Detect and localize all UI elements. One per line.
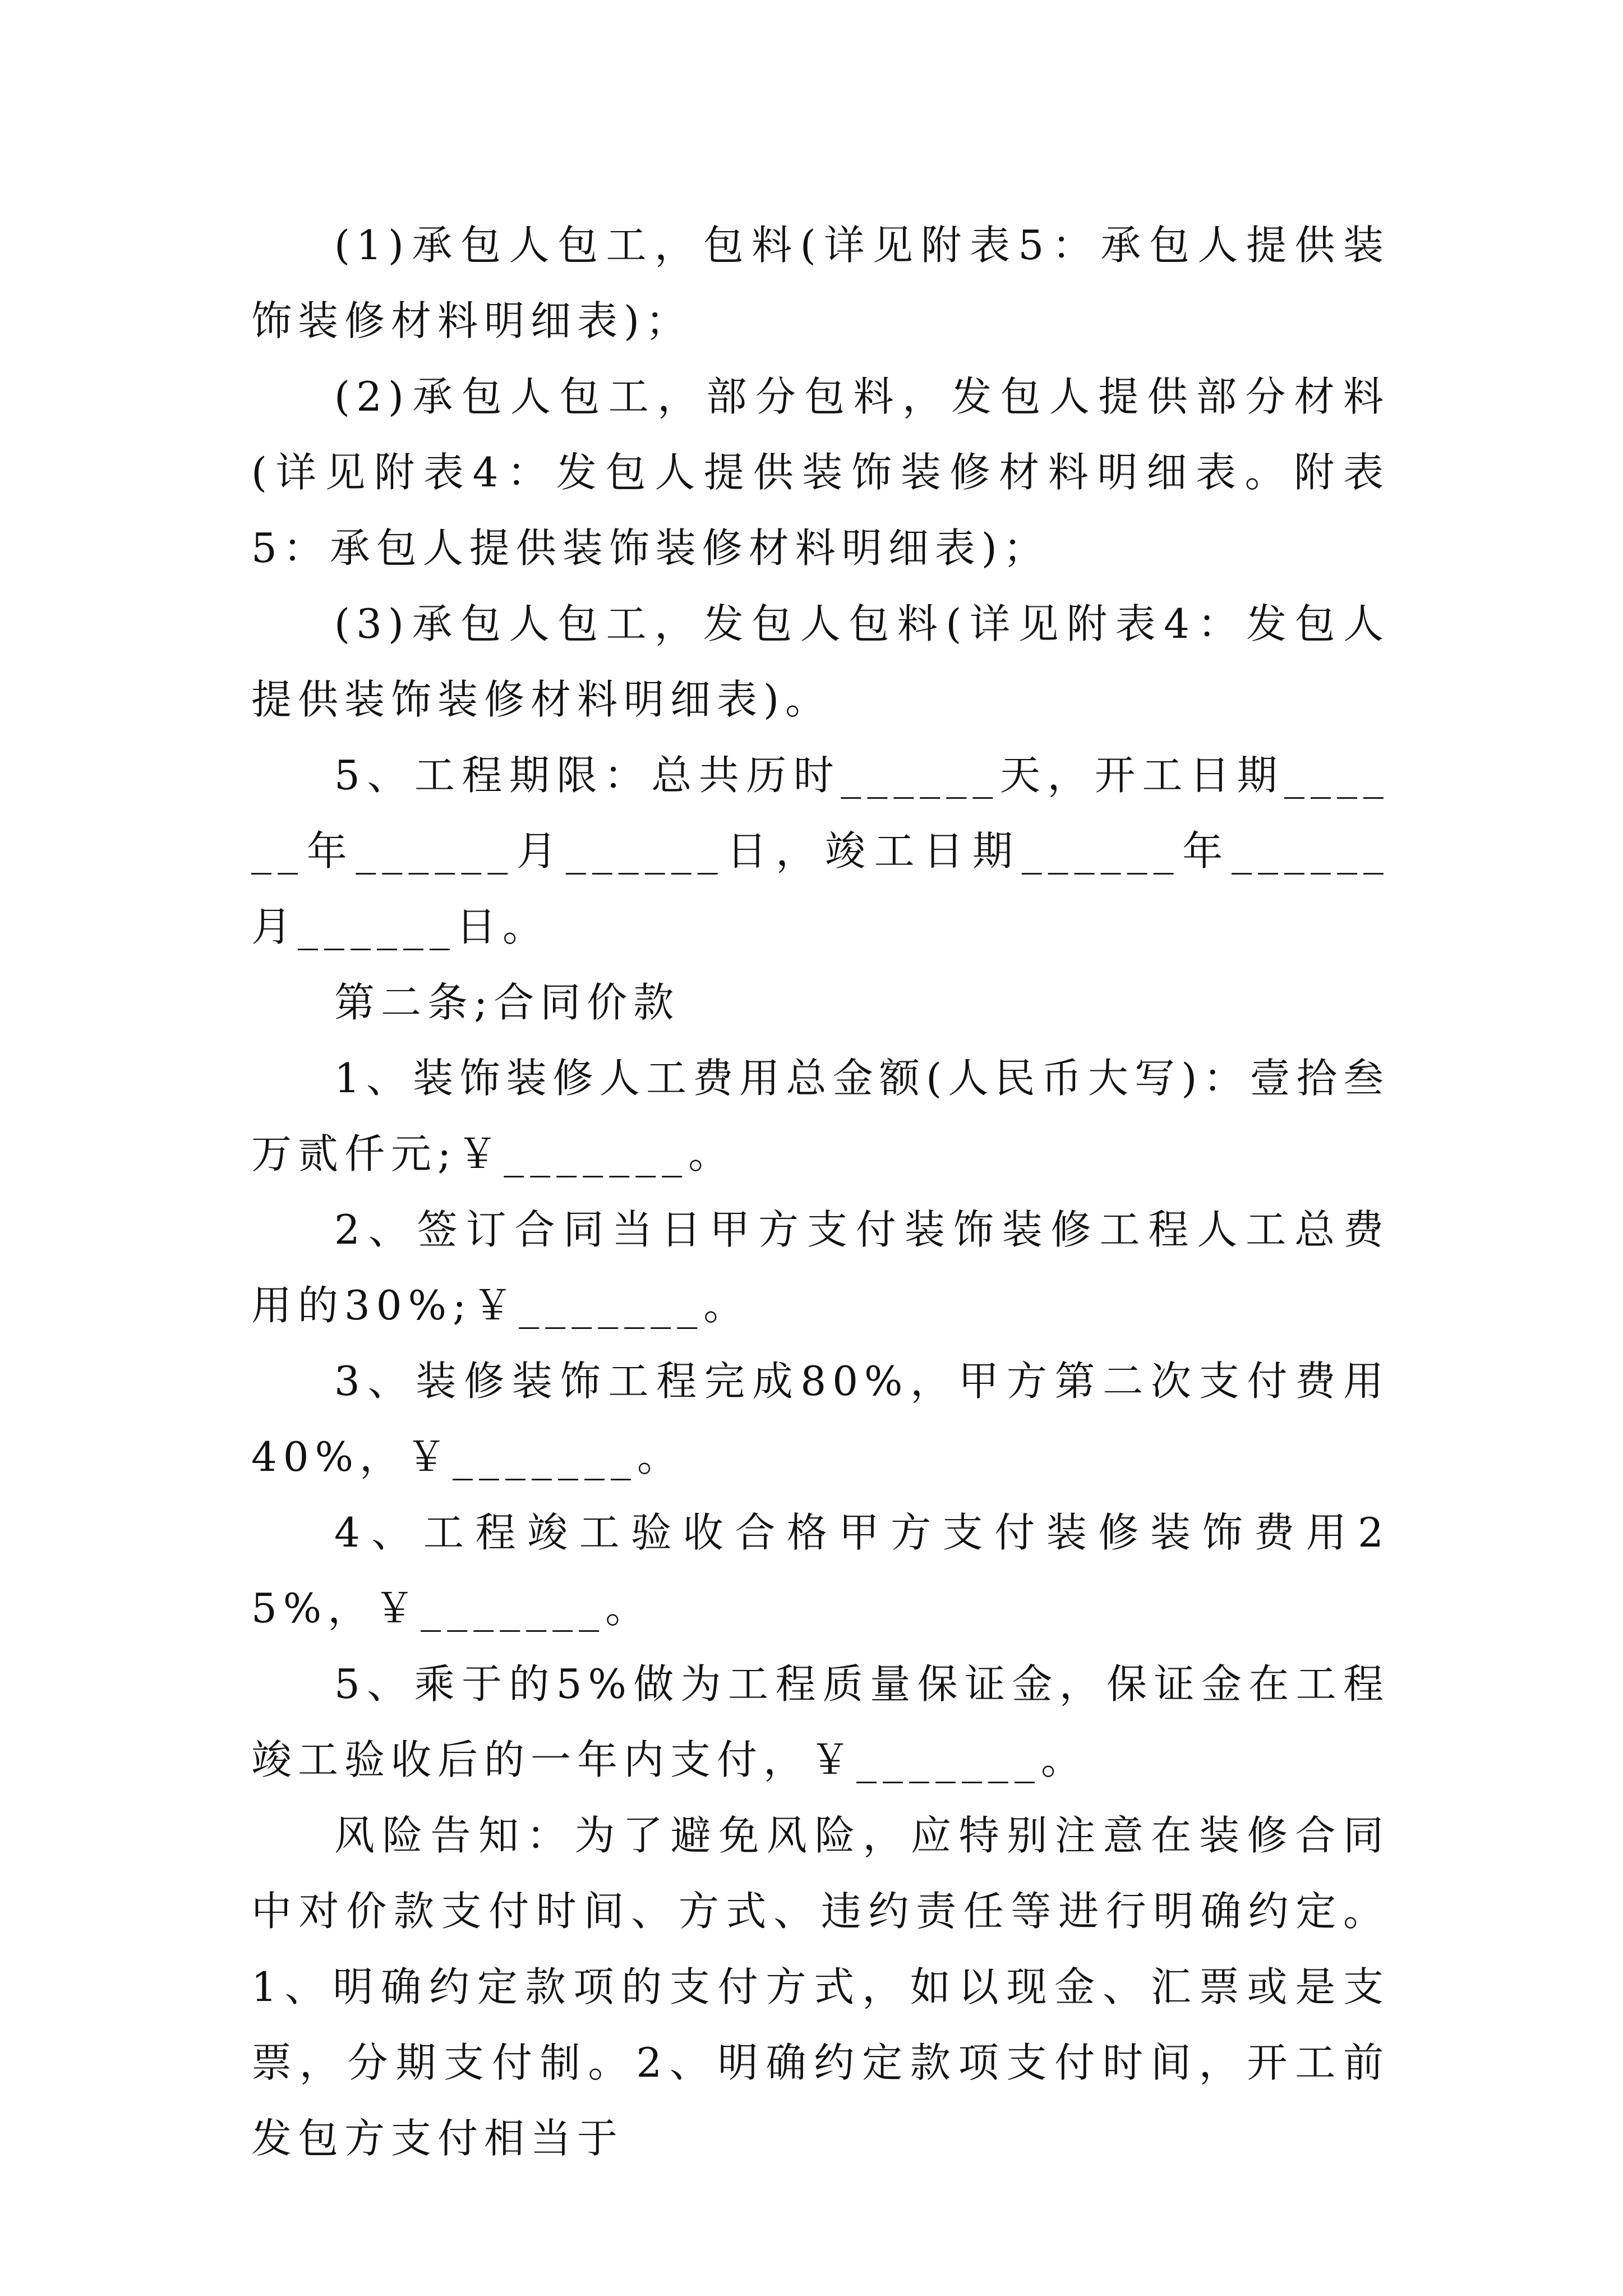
paragraph-material-option-1: (1)承包人包工，包料(详见附表5：承包人提供装饰装修材料明细表)； xyxy=(251,222,1390,344)
paragraph-construction-period: 5、工程期限：总共历时______天，开工日期______年______月______日，竣工日期______年______月______日。 xyxy=(251,752,1390,950)
document-body xyxy=(251,208,1390,2177)
paragraph-labor-total: 1、装饰装修人工费用总金额(人民币大写)：壹拾叁万贰仟元;￥_______。 xyxy=(251,1055,1390,1177)
section-heading-contract-price: 第二条;合同价款 xyxy=(334,979,680,1026)
paragraph-quality-deposit: 5、乘于的5%做为工程质量保证金，保证金在工程竣工验收后的一年内支付，￥_______。 xyxy=(251,1660,1390,1783)
paragraph-material-option-3: (3)承包人包工，发包人包料(详见附表4：发包人提供装饰装修材料明细表)。 xyxy=(251,600,1390,723)
paragraph-payment-first: 2、签订合同当日甲方支付装饰装修工程人工总费用的30%;￥_______。 xyxy=(251,1206,1390,1329)
paragraph-material-option-2: (2)承包人包工，部分包料，发包人提供部分材料(详见附表4：发包人提供装饰装修材料明细表。附表5：承包人提供装饰装修材料明细表)； xyxy=(251,373,1390,572)
paragraph-payment-second: 3、装修装饰工程完成80%，甲方第二次支付费用40%，￥_______。 xyxy=(251,1358,1390,1480)
paragraph-payment-third: 4、工程竣工验收合格甲方支付装修装饰费用25%，￥_______。 xyxy=(251,1509,1390,1632)
paragraph-risk-notice: 风险告知：为了避免风险，应特别注意在装修合同中对价款支付时间、方式、违约责任等进行明确约定。1、明确约定款项的支付方式，如以现金、汇票或是支票，分期支付制。2、明确约定款项支付时间，开工前发包方支付相当于 xyxy=(251,1812,1390,2162)
